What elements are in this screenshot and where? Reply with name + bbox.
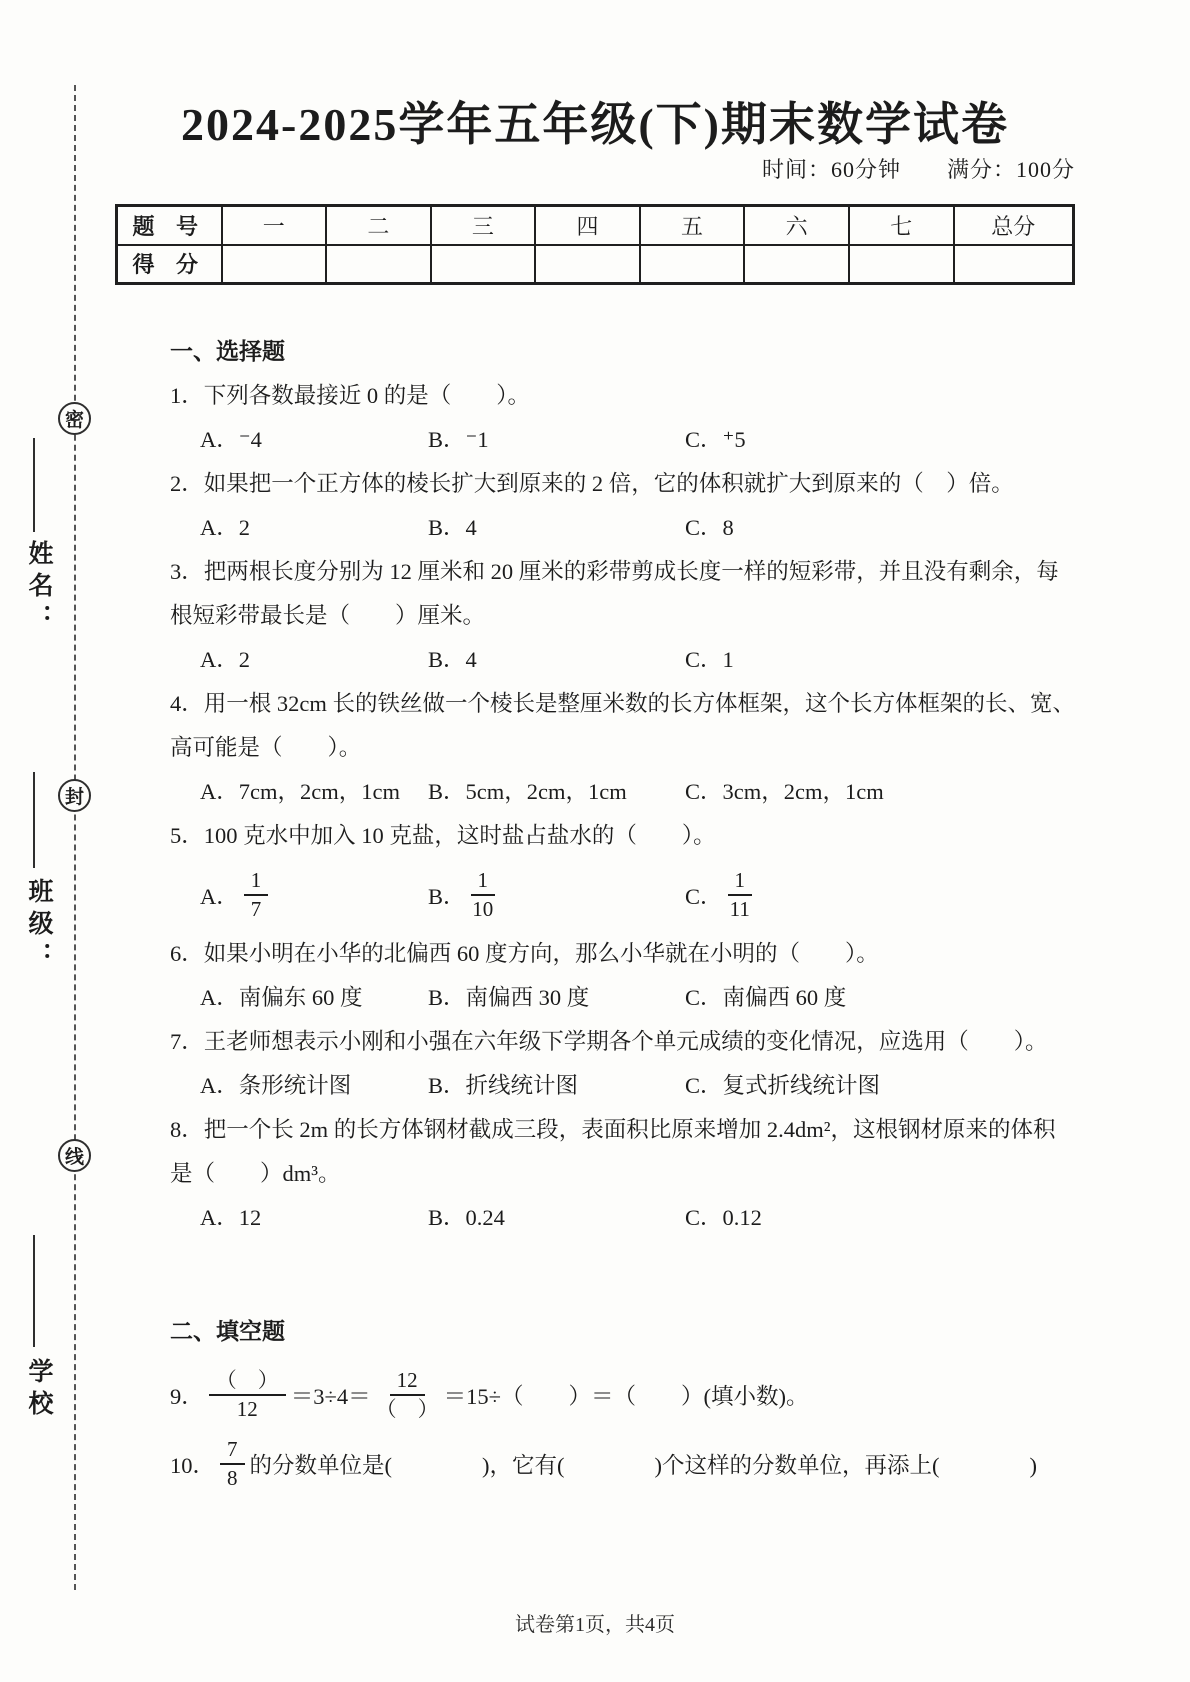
class-label: 班级： [25, 878, 52, 974]
q3-stem-line1: 3．把两根长度分别为 12 厘米和 20 厘米的彩带剪成长度一样的短彩带，并且没有剩余，每 [170, 559, 1059, 584]
fraction-numerator: 1 [728, 868, 753, 896]
name-label: 姓名： [25, 540, 52, 636]
q7-option-b: B．折线统计图 [428, 1073, 579, 1098]
q4-option-a: A．7cm，2cm，1cm [200, 779, 400, 804]
q4-option-c: C．3cm，2cm，1cm [685, 779, 884, 804]
fraction-numerator: 1 [244, 868, 269, 896]
q5-option-b-label: B． [428, 884, 466, 909]
q7-options [170, 1064, 1085, 1108]
score-table-cell-label: 题 号 [117, 206, 222, 245]
score-empty-cell [640, 245, 745, 284]
exam-meta: 时间：60分钟 满分：100分 [761, 157, 1075, 182]
q6-option-a: A．南偏东 60 度 [200, 985, 363, 1010]
school-blank-line [33, 1235, 35, 1347]
score-table-score-row [117, 245, 1074, 284]
section2-title: 二、填空题 [170, 1319, 285, 1344]
page-title: 2024-2025学年五年级(下)期末数学试卷 [181, 99, 1009, 150]
q6-options [170, 976, 1085, 1020]
q3-option-a: A．2 [200, 647, 250, 672]
q5-option-a [200, 868, 428, 922]
q1-option-a: A．⁻4 [200, 427, 262, 452]
score-empty-cell [326, 245, 431, 284]
q6-stem: 6．如果小明在小华的北偏西 60 度方向，那么小华就在小明的（ ）。 [170, 941, 879, 966]
fraction-denominator: 12 [236, 1397, 258, 1421]
q10-number: 10． [170, 1453, 216, 1478]
q6-option-b: B．南偏西 30 度 [428, 985, 590, 1010]
score-empty-cell [222, 245, 327, 284]
q4-options [170, 770, 1085, 814]
q10-stem [170, 1432, 1085, 1496]
q2-option-b: B．4 [428, 515, 477, 540]
q7-option-a: A．条形统计图 [200, 1073, 352, 1098]
score-empty-cell [954, 245, 1074, 284]
q4-stem-line2: 高可能是（ ）。 [170, 735, 362, 760]
q10-tail: 的分数单位是( )，它有( )个这样的分数单位，再添上( ) [249, 1453, 1037, 1478]
q8-stem-line1: 8．把一个长 2m 的长方体钢材截成三段，表面积比原来增加 2.4dm²，这根钢材原来的体积 [170, 1117, 1056, 1142]
class-blank-line [33, 772, 35, 868]
q6-option-c: C．南偏西 60 度 [685, 985, 847, 1010]
q5-option-a-fraction [244, 868, 269, 922]
score-table-cell: 六 [744, 206, 849, 245]
score-empty-cell [535, 245, 640, 284]
score-table-header-row [117, 206, 1074, 245]
score-row-label: 得 分 [117, 245, 222, 284]
q2-option-a: A．2 [200, 515, 250, 540]
q5-stem: 5．100 克水中加入 10 克盐，这时盐占盐水的（ ）。 [170, 823, 716, 848]
seal-dashed-line [74, 85, 76, 1590]
score-empty-cell [849, 245, 954, 284]
q5-options [170, 858, 1085, 932]
q4-stem-line1: 4．用一根 32cm 长的铁丝做一个棱长是整厘米数的长方体框架，这个长方体框架的长、宽、 [170, 691, 1075, 716]
q8-option-c: C．0.12 [685, 1205, 762, 1230]
q3-options [170, 638, 1085, 682]
score-empty-cell [744, 245, 849, 284]
page-footer: 试卷第1页，共4页 [515, 1614, 675, 1636]
q9-number: 9． [170, 1384, 204, 1409]
seal-char-xian: 线 [58, 1139, 91, 1172]
fraction-denominator: （ ） [375, 1397, 439, 1421]
q4-option-b: B．5cm，2cm，1cm [428, 779, 627, 804]
q5-option-b [428, 868, 685, 922]
name-blank-line [33, 438, 35, 532]
q9-equation-middle: ＝3÷4＝ [290, 1384, 371, 1409]
score-table-cell: 七 [849, 206, 954, 245]
school-label: 学校 [25, 1358, 52, 1422]
fraction-denominator: 11 [729, 897, 750, 921]
q8-option-a: A．12 [200, 1205, 262, 1230]
q7-stem: 7．王老师想表示小刚和小强在六年级下学期各个单元成绩的变化情况，应选用（ ）。 [170, 1029, 1048, 1054]
q9-equation-tail: ＝15÷（ ）＝（ ）(填小数)。 [443, 1384, 809, 1409]
q3-option-c: C．1 [685, 647, 734, 672]
q9-fraction-2 [376, 1368, 439, 1422]
q3-stem-line2: 根短彩带最长是（ ）厘米。 [170, 603, 486, 628]
fraction-denominator: 7 [250, 897, 262, 921]
score-table-cell: 四 [535, 206, 640, 245]
q5-option-c-label: C． [685, 884, 723, 909]
q9-stem [170, 1358, 1085, 1432]
score-table-cell: 二 [326, 206, 431, 245]
score-table-cell: 一 [222, 206, 327, 245]
q1-options [170, 418, 1085, 462]
q5-option-b-fraction [471, 868, 496, 922]
q1-option-b: B．⁻1 [428, 427, 489, 452]
q8-option-b: B．0.24 [428, 1205, 505, 1230]
fraction-numerator: 7 [220, 1437, 245, 1465]
fraction-denominator: 8 [227, 1466, 238, 1490]
exam-body [170, 330, 1085, 1496]
seal-char-feng: 封 [58, 779, 91, 812]
q1-stem: 1．下列各数最接近 0 的是（ ）。 [170, 383, 531, 408]
score-empty-cell [431, 245, 536, 284]
q8-stem-line2: 是（ ）dm³。 [170, 1161, 341, 1186]
q2-options [170, 506, 1085, 550]
q8-options [170, 1196, 1085, 1240]
q2-option-c: C．8 [685, 515, 734, 540]
score-table-cell: 三 [431, 206, 536, 245]
q5-option-c [685, 868, 1085, 922]
section1-title: 一、选择题 [170, 339, 285, 364]
fraction-numerator: 1 [471, 868, 496, 896]
q1-option-c: C．⁺5 [685, 427, 746, 452]
q7-option-c: C．复式折线统计图 [685, 1073, 881, 1098]
fraction-numerator: 12 [390, 1368, 425, 1396]
score-table-cell: 总分 [954, 206, 1074, 245]
score-table [115, 204, 1075, 285]
q9-fraction-1 [209, 1368, 286, 1422]
q5-option-a-label: A． [200, 884, 239, 909]
q10-fraction [220, 1437, 245, 1491]
fraction-denominator: 10 [472, 897, 494, 921]
fraction-numerator: （ ） [209, 1368, 286, 1396]
q3-option-b: B．4 [428, 647, 477, 672]
q5-option-c-fraction [728, 868, 753, 922]
q2-stem: 2．如果把一个正方体的棱长扩大到原来的 2 倍，它的体积就扩大到原来的（ ）倍。 [170, 471, 1014, 496]
seal-char-mi: 密 [58, 402, 91, 435]
score-table-cell: 五 [640, 206, 745, 245]
